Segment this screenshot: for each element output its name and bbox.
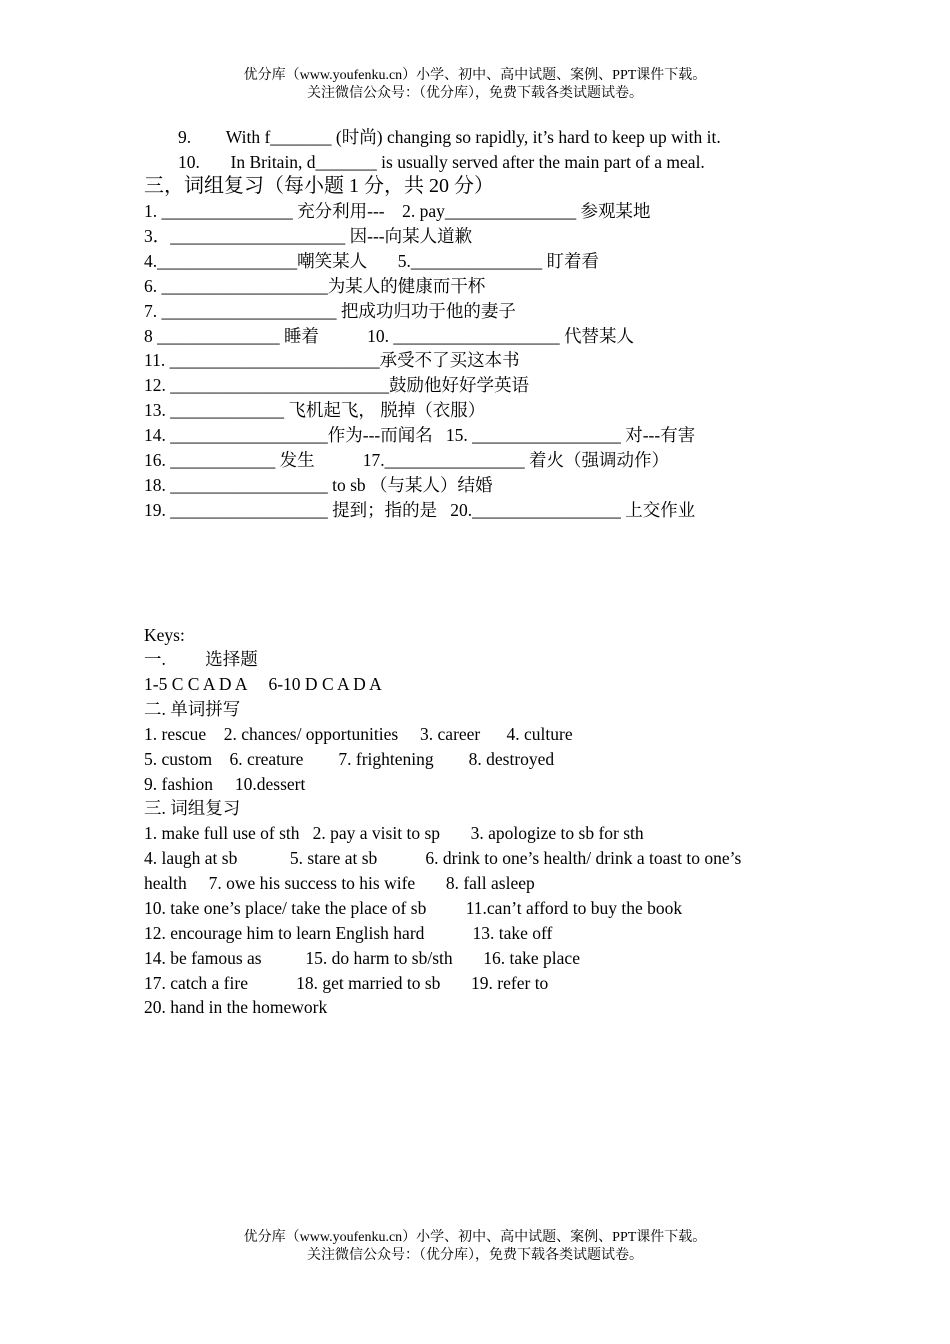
key-line: 17. catch a fire 18. get married to sb 19. refer to — [144, 973, 549, 993]
phrase-line: 19. __________________ 提到；指的是 20._________________ 上交作业 — [144, 500, 696, 520]
header-line-2: 关注微信公众号：（优分库），免费下载各类试题试卷。 — [307, 86, 643, 101]
key-line: health 7. owe his success to his wife 8. fall asleep — [144, 873, 535, 893]
key-line: 10. take one’s place/ take the place of sb 11.can’t afford to buy the book — [144, 898, 683, 918]
section-3-title: 三，词组复习（每小题 1 分，共 20 分） — [144, 175, 494, 197]
key-line: 12. encourage him to learn English hard 13. take off — [144, 923, 553, 943]
keys-label: Keys: — [144, 625, 185, 645]
header-line-1: 优分库（www.youfenku.cn）小学、初中、高中试题、案例、PPT课件下载。 — [243, 68, 707, 83]
phrase-line: 7. ____________________ 把成功归功于他的妻子 — [144, 301, 516, 321]
key-line: 4. laugh at sb 5. stare at sb 6. drink to one’s health/ drink a toast to one’s — [144, 848, 742, 868]
key-line: 1. make full use of sth 2. pay a visit to sp 3. apologize to sb for sth — [144, 823, 644, 843]
key-line: 一. 选择题 — [144, 649, 258, 669]
page-header — [0, 67, 950, 103]
footer-line-1: 优分库（www.youfenku.cn）小学、初中、高中试题、案例、PPT课件下载。 — [243, 1230, 707, 1245]
phrase-line: 4.________________嘲笑某人 5._______________ 盯着看 — [144, 251, 599, 271]
phrase-line: 12. _________________________鼓励他好好学英语 — [144, 375, 529, 395]
key-line: 20. hand in the homework — [144, 997, 328, 1017]
phrase-line: 3．____________________ 因---向某人道歉 — [144, 226, 473, 246]
key-line: 二. 单词拼写 — [144, 699, 241, 719]
phrase-line: 13. _____________ 飞机起飞， 脱掉（衣服） — [144, 400, 486, 420]
key-line: 1. rescue 2. chances/ opportunities 3. career 4. culture — [144, 724, 573, 744]
page-footer — [0, 1229, 950, 1265]
key-line: 1-5 C C A D A 6-10 D C A D A — [144, 674, 382, 694]
question-9: 9. With f_______ (时尚) changing so rapidly, it’s hard to keep up with it. — [178, 127, 721, 147]
phrase-line: 1. _______________ 充分利用--- 2. pay_______________ 参观某地 — [144, 201, 651, 221]
question-10: 10. In Britain, d_______ is usually served after the main part of a meal. — [178, 152, 705, 172]
phrase-line: 8 ______________ 睡着 10. ___________________ 代替某人 — [144, 326, 634, 346]
key-line: 9. fashion 10.dessert — [144, 774, 306, 794]
phrase-line: 16. ____________ 发生 17.________________ 着火（强调动作） — [144, 450, 669, 470]
phrase-line: 11. ________________________承受不了买这本书 — [144, 350, 520, 370]
phrase-line: 6. ___________________为某人的健康而干杯 — [144, 276, 486, 296]
key-line: 三. 词组复习 — [144, 798, 241, 818]
phrase-line: 18. __________________ to sb （与某人）结婚 — [144, 475, 493, 495]
key-line: 5. custom 6. creature 7. frightening 8. destroyed — [144, 749, 555, 769]
key-line: 14. be famous as 15. do harm to sb/sth 16. take place — [144, 948, 580, 968]
footer-line-2: 关注微信公众号：（优分库），免费下载各类试题试卷。 — [307, 1248, 643, 1263]
phrase-line: 14. __________________作为---而闻名 15. _________________ 对---有害 — [144, 425, 696, 445]
